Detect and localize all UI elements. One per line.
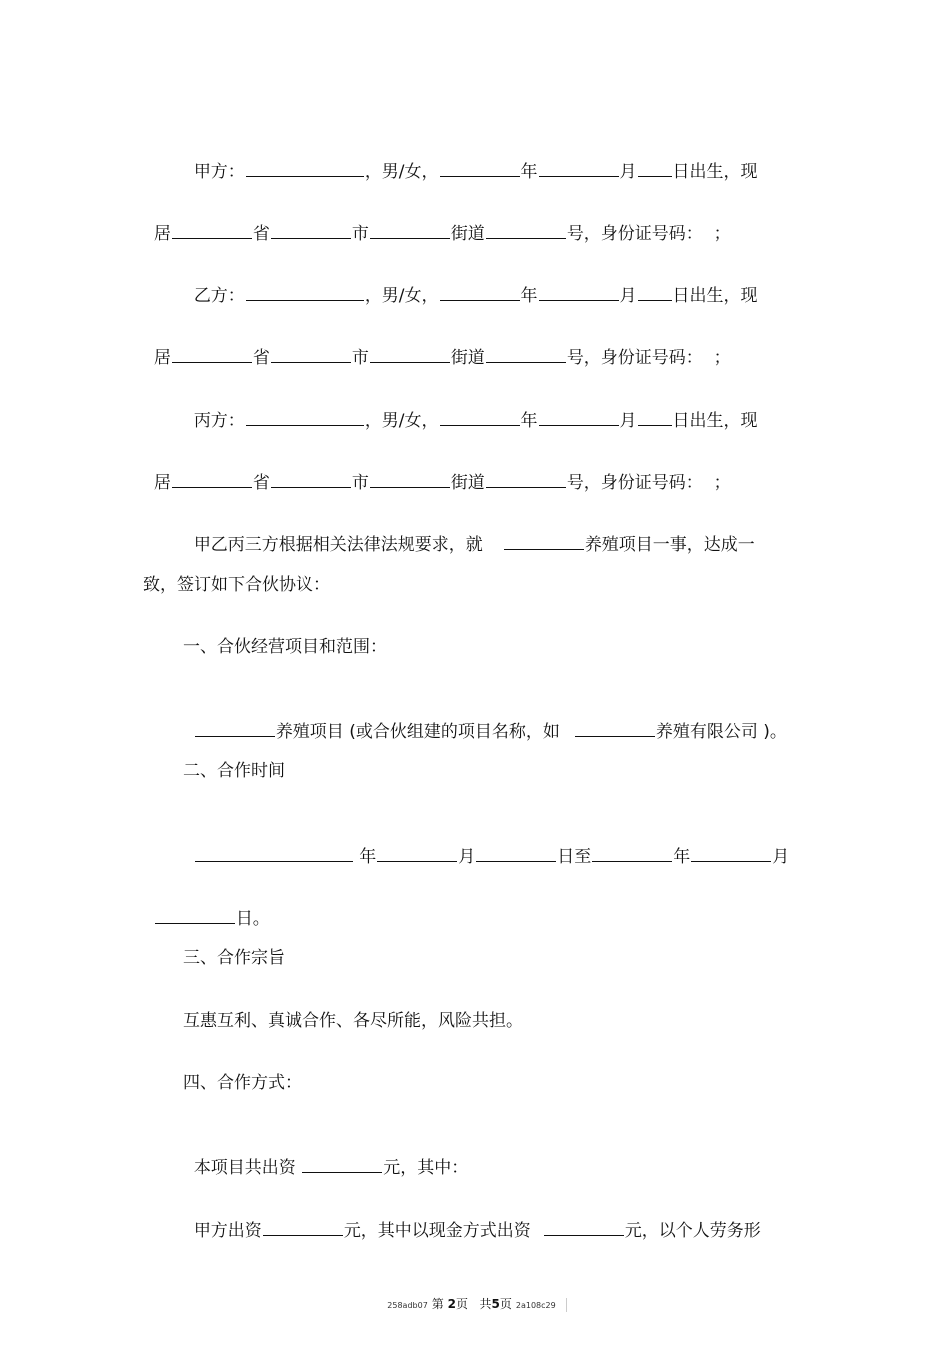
project-blank[interactable] [504, 533, 584, 550]
name-blank[interactable] [246, 284, 364, 301]
end-day-blank[interactable] [155, 907, 235, 924]
start-day-blank[interactable] [476, 845, 556, 862]
project-blank[interactable] [195, 720, 275, 737]
intro-line-2: 致，签订如下合伙协议： [143, 575, 330, 595]
month-blank[interactable] [539, 160, 619, 177]
page-footer: 258adb07 第 2页 共5页 2a108c29 [0, 1296, 950, 1314]
month-blank[interactable] [539, 409, 619, 426]
street-blank[interactable] [370, 222, 450, 239]
number-blank[interactable] [486, 471, 566, 488]
province-blank[interactable] [172, 346, 252, 363]
province-blank[interactable] [172, 222, 252, 239]
party-c-line: 丙方： ，男/女， 年 月 日出生，现 [193, 411, 758, 431]
company-blank[interactable] [575, 720, 655, 737]
day-blank[interactable] [638, 160, 672, 177]
section1-title: 一、合伙经营项目和范围： [183, 637, 387, 657]
a-cash-blank[interactable] [544, 1219, 624, 1236]
month-blank[interactable] [539, 284, 619, 301]
end-year-blank[interactable] [592, 845, 672, 862]
name-blank[interactable] [246, 409, 364, 426]
end-month-blank[interactable] [691, 845, 771, 862]
street-blank[interactable] [370, 471, 450, 488]
total-amount-blank[interactable] [302, 1156, 382, 1173]
section4-title: 四、合作方式： [183, 1073, 302, 1093]
party-a-line: 甲方： ，男/女， 年 月 日出生，现 [193, 162, 758, 182]
party-a-address: 居 省 市 街道 号，身份证号码： ； [153, 224, 731, 244]
party-b-line: 乙方： ，男/女， 年 月 日出生，现 [193, 286, 758, 306]
year-blank[interactable] [440, 409, 520, 426]
start-month-blank[interactable] [377, 845, 457, 862]
section2-title: 二、合作时间 [183, 761, 285, 781]
year-blank[interactable] [440, 160, 520, 177]
year-blank[interactable] [440, 284, 520, 301]
street-blank[interactable] [370, 346, 450, 363]
section4-total: 本项目共出资 元，其中： [193, 1158, 469, 1178]
party-b-label: 乙方： [193, 286, 245, 306]
day-blank[interactable] [638, 409, 672, 426]
footer-divider [566, 1298, 567, 1312]
party-a-label: 甲方： [193, 162, 245, 182]
footer-code-left: 258adb07 [387, 1301, 428, 1310]
section3-title: 三、合作宗旨 [183, 948, 285, 968]
section2-dates-end: 日。 [143, 885, 270, 930]
total-pages: 5 [491, 1297, 500, 1311]
a-amount-blank[interactable] [263, 1219, 343, 1236]
start-year-blank[interactable] [195, 845, 353, 862]
city-blank[interactable] [271, 346, 351, 363]
party-c-address: 居 省 市 街道 号，身份证号码： ； [153, 473, 731, 493]
section2-dates: 年 月 日至 年 月 [183, 823, 789, 868]
day-blank[interactable] [638, 284, 672, 301]
party-c-label: 丙方： [193, 411, 245, 431]
number-blank[interactable] [486, 346, 566, 363]
city-blank[interactable] [271, 222, 351, 239]
section3-body: 互惠互利、真诚合作、各尽所能，风险共担。 [183, 1011, 523, 1031]
page-number: 2 [447, 1297, 456, 1311]
number-blank[interactable] [486, 222, 566, 239]
city-blank[interactable] [271, 471, 351, 488]
intro-line: 甲乙丙三方根据相关法律法规要求，就 养殖项目一事，达成一 [193, 535, 755, 555]
province-blank[interactable] [172, 471, 252, 488]
party-b-address: 居 省 市 街道 号，身份证号码： ； [153, 348, 731, 368]
section1-body: 养殖项目 (或合伙组建的项目名称，如 养殖有限公司 )。 [183, 698, 787, 743]
section4-party-a: 甲方出资 元，其中以现金方式出资 元，以个人劳务形 [193, 1221, 761, 1241]
name-blank[interactable] [246, 160, 364, 177]
footer-code-right: 2a108c29 [515, 1301, 556, 1310]
